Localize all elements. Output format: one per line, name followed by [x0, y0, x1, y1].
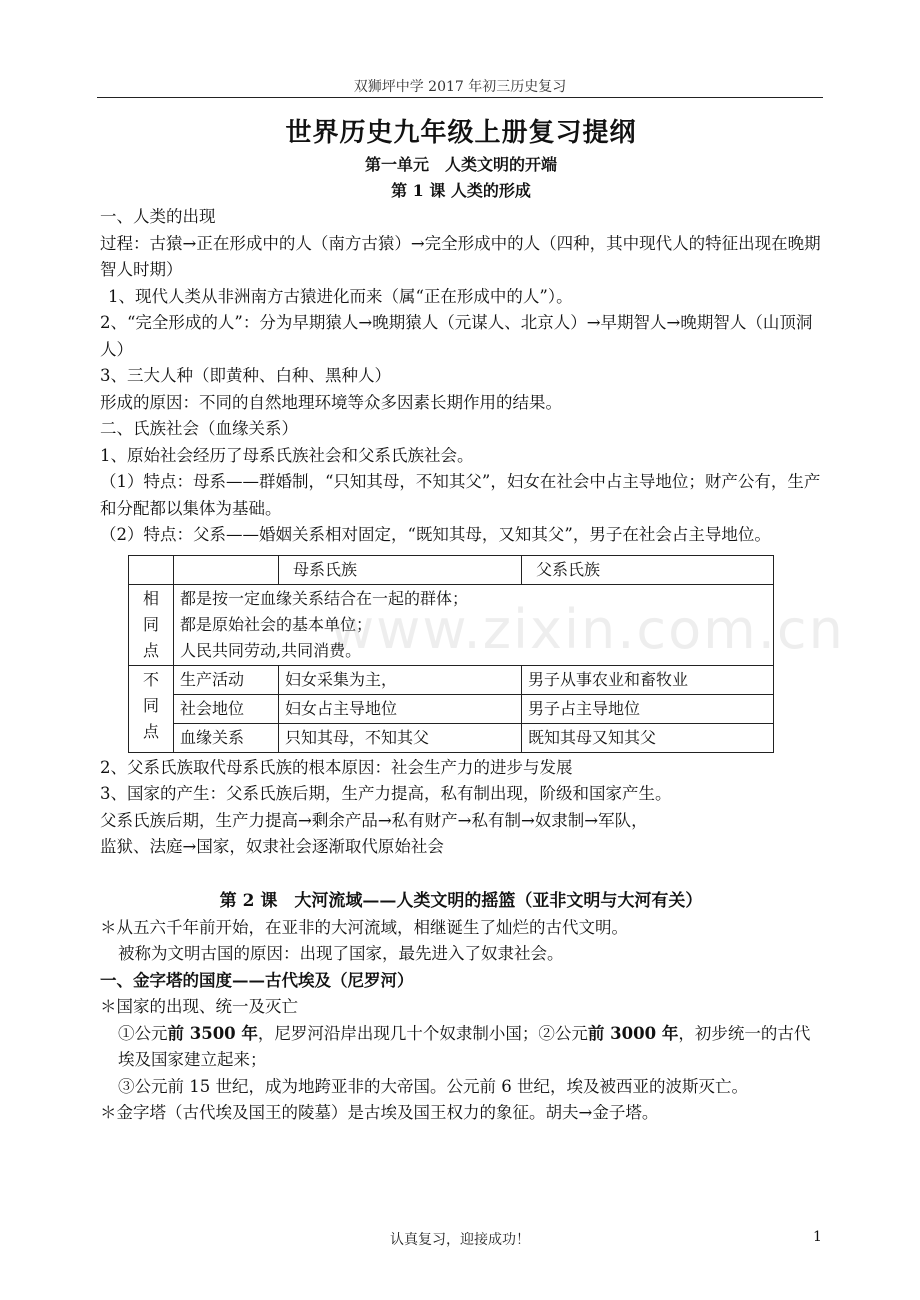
diff-patrilineal: 男子占主导地位 — [522, 694, 774, 723]
table-header-patrilineal: 父系氏族 — [522, 555, 774, 584]
table-header-matrilineal: 母系氏族 — [279, 555, 522, 584]
lesson1-line: 二、氏族社会（血缘关系） — [100, 419, 298, 438]
page-header: 双狮坪中学 2017 年初三历史复习 — [353, 79, 567, 95]
lesson2-intro-line: 被称为文明古国的原因：出现了国家，最先进入了奴隶社会。 — [118, 944, 564, 963]
bold-date: 前 3000 年 — [587, 1023, 679, 1043]
page-footer: 认真复习，迎接成功！ — [390, 1232, 530, 1248]
table-cell — [174, 555, 279, 584]
same-points-label — [129, 584, 174, 665]
lesson1-after-line: 3、国家的产生：父系氏族后期，生产力提高，私有制出现，阶级和国家产生。 — [100, 784, 672, 803]
text-run: ①公元 — [118, 1023, 168, 1043]
diff-aspect: 社会地位 — [174, 694, 279, 723]
lesson1-line: 2、“完全形成的人”：分为早期猿人→晚期猿人（元谋人、北京人）→早期智人→晚期智人（山顶洞人） — [100, 313, 813, 359]
diff-matrilineal: 妇女占主导地位 — [279, 694, 522, 723]
lesson2-intro-line: ＊从五六千年前开始，在亚非的大河流域，相继诞生了灿烂的古代文明。 — [100, 917, 628, 937]
lesson1-line: 形成的原因：不同的自然地理环境等众多因素长期作用的结果。 — [100, 392, 562, 412]
same-point: 人民共同劳动,共同消费。 — [180, 640, 362, 660]
lesson1-line: 过程：古猿→正在形成中的人（南方古猿）→完全形成中的人（四种，其中现代人的特征出现在晚期智人时期） — [100, 233, 821, 279]
same-point: 都是原始社会的基本单位； — [180, 614, 373, 634]
lesson1-line: 1、现代人类从非洲南方古猿进化而来（属“正在形成中的人”）。 — [108, 286, 573, 306]
table-cell — [129, 555, 174, 584]
diff-patrilineal: 男子从事农业和畜牧业 — [522, 665, 774, 694]
document-body — [100, 112, 822, 1127]
diff-matrilineal: 妇女采集为主， — [279, 665, 522, 694]
bold-date: 前 3500 年 — [167, 1023, 258, 1043]
lesson1-line: 3、三大人种（即黄种、白种、黑种人） — [100, 366, 391, 385]
lesson1-after-line: 2、父系氏族取代母系氏族的根本原因：社会生产力的进步与发展 — [100, 757, 573, 777]
table-row — [129, 555, 774, 584]
page-number: 1 — [813, 1229, 822, 1245]
text-run: ，初步统一的古代埃及国家建立起来； — [118, 1023, 811, 1069]
table-row — [129, 665, 774, 694]
egypt-subheading: ＊国家的出现、统一及灭亡 — [100, 997, 298, 1016]
table-row — [129, 723, 774, 752]
document-title: 世界历史九年级上册复习提纲 — [285, 118, 637, 148]
egypt-paragraph-1 — [100, 1021, 822, 1074]
same-label-char: 相 同 点 — [142, 588, 159, 660]
lesson1-line: 一、人类的出现 — [100, 207, 216, 226]
same-point: 都是按一定血缘关系结合在一起的群体； — [180, 588, 469, 608]
diff-label-char: 不 同 点 — [142, 669, 159, 741]
lesson1-line: （1）特点：母系——群婚制，“只知其母，不知其父”，妇女在社会中占主导地位；财产公有，生产和分配都以集体为基础。 — [100, 472, 821, 518]
header-rule — [97, 97, 823, 98]
text-run: ，尼罗河沿岸出现几十个奴隶制小国；②公元 — [257, 1023, 588, 1043]
clan-comparison-table — [128, 555, 774, 753]
lesson1-after-line: 监狱、法庭→国家，奴隶社会逐渐取代原始社会 — [100, 837, 444, 856]
lesson2-heading: 第 2 课 大河流域——人类文明的摇篮（亚非文明与大河有关） — [219, 890, 703, 911]
lesson1-line: （2）特点：父系——婚姻关系相对固定，“既知其母，又知其父”，男子在社会占主导地位。 — [100, 525, 771, 544]
table-row — [129, 694, 774, 723]
lesson1-after-line: 父系氏族后期，生产力提高→剩余产品→私有财产→私有制→奴隶制→军队， — [100, 810, 648, 830]
egypt-paragraph-2: ③公元前 15 世纪，成为地跨亚非的大帝国。公元前 6 世纪，埃及被西亚的波斯灭亡。 — [118, 1076, 748, 1096]
diff-aspect: 生产活动 — [174, 665, 279, 694]
egypt-section-heading: 一、金字塔的国度——古代埃及（尼罗河） — [100, 970, 414, 990]
lesson1-line: 1、原始社会经历了母系氏族社会和父系氏族社会。 — [100, 445, 474, 465]
same-points-cell — [174, 584, 774, 665]
unit1-heading: 第一单元 人类文明的开端 — [364, 155, 557, 174]
diff-matrilineal: 只知其母，不知其父 — [279, 723, 522, 752]
diff-aspect: 血缘关系 — [174, 723, 279, 752]
diff-patrilineal: 既知其母又知其父 — [522, 723, 774, 752]
lesson1-heading: 第 1 课 人类的形成 — [391, 181, 531, 200]
diff-points-label — [129, 665, 174, 752]
watermark: www.zixin.com.cn — [330, 598, 845, 661]
egypt-paragraph-3: ＊金字塔（古代埃及国王的陵墓）是古埃及国王权力的象征。胡夫→金子塔。 — [100, 1103, 659, 1122]
table-row — [129, 584, 774, 665]
